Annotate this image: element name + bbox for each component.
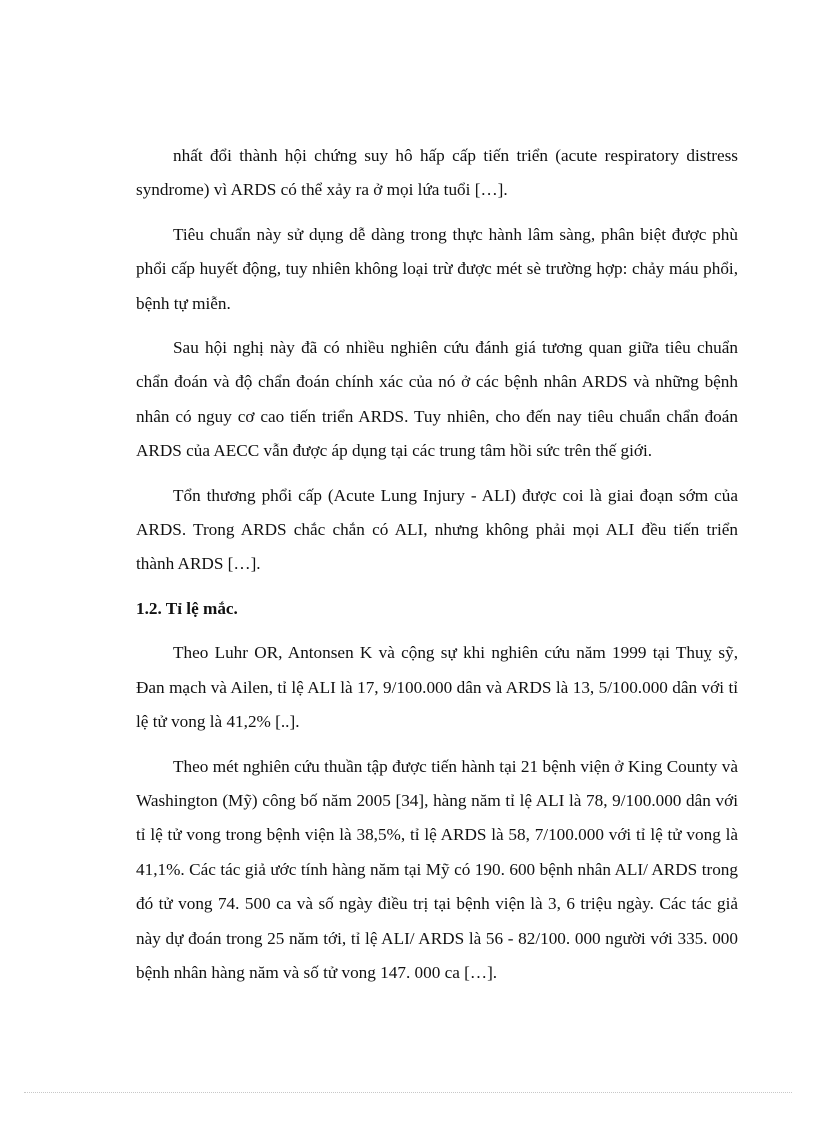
paragraph-post-conference-studies: Sau hội nghị này đã có nhiều nghiên cứu đánh giá tương quan giữa tiêu chuẩn chẩn đoán và độ chẩn đoán chính xác của nó ở các bệnh nhân ARDS và những bệnh nhân có nguy cơ cao tiến triển ARDS. Tuy nhiên, cho đến nay tiêu chuẩn chẩn đoán ARDS của AECC vẫn được áp dụng tại các trung tâm hồi sức trên thế giới. — [136, 338, 738, 461]
paragraph-ali-definition: Tổn thương phổi cấp (Acute Lung Injury - ALI) được coi là giai đoạn sớm của ARDS. Trong ARDS chắc chắn có ALI, nhưng không phải mọi ALI đều tiến triển thành ARDS […]. — [136, 485, 738, 574]
footer-dotted-rule — [24, 1092, 792, 1093]
paragraph-criteria-usage: Tiêu chuẩn này sử dụng dễ dàng trong thực hành lâm sàng, phân biệt được phù phổi cấp huyết động, tuy nhiên không loại trừ được mét sè trường hợp: chảy máu phổi, bệnh tự miễn. — [136, 224, 738, 313]
paragraph-luhr-study: Theo Luhr OR, Antonsen K và cộng sự khi nghiên cứu năm 1999 tại Thuỵ sỹ, Đan mạch và Ailen, tỉ lệ ALI là 17, 9/100.000 dân và ARDS là 13, 5/100.000 dân với tỉ lệ tử vong là 41,2% [..]. — [136, 643, 738, 732]
paragraph-king-county-study: Theo mét nghiên cứu thuần tập được tiến hành tại 21 bệnh viện ở King County và Washington (Mỹ) công bố năm 2005 [34], hàng năm tỉ lệ ALI là 78, 9/100.000 dân với tỉ lệ tử vong trong bệnh viện là 38,5%, tỉ lệ ARDS là 58, 7/100.000 với tỉ lệ tử vong là 41,1%. Các tác giả ước tính hàng năm tại Mỹ có 190. 600 bệnh nhân ALI/ ARDS trong đó tử vong 74. 500 ca và số ngày điều trị tại bệnh viện là 3, 6 triệu ngày. Các tác giả này dự đoán trong 25 năm tới, tỉ lệ ALI/ ARDS là 56 - 82/100. 000 người với 335. 000 bệnh nhân hàng năm và số tử vong 147. 000 ca […]. — [136, 756, 738, 982]
section-heading-incidence: 1.2. Tỉ lệ mắc. — [136, 598, 238, 618]
paragraph-ards-renaming: nhất đổi thành hội chứng suy hô hấp cấp tiến triển (acute respiratory distress syndrome) vì ARDS có thể xảy ra ở mọi lứa tuổi […]. — [136, 146, 738, 200]
document-body — [136, 139, 738, 1000]
